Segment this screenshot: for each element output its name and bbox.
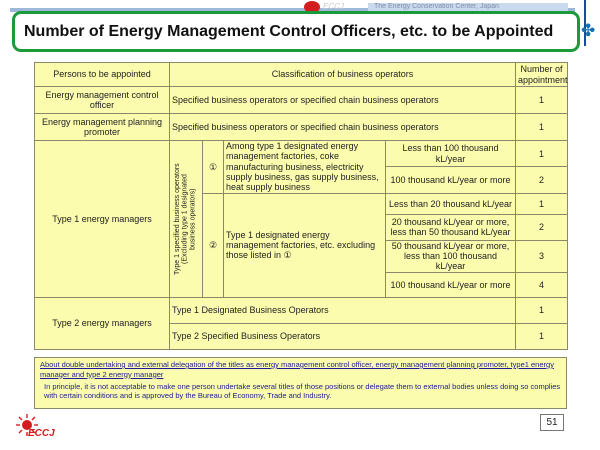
note-box — [34, 357, 567, 409]
type1-vertical-label: Type 1 specified business operators (Excluding type 1 designated business operators) — [174, 163, 197, 275]
number-emco: 1 — [516, 87, 568, 114]
header-classification: Classification of business operators — [170, 63, 516, 87]
header-number: Number of appointment — [516, 63, 568, 87]
group-1-description: Among type 1 designated energy management factories, coke manufacturing business, electricity supply business, gas supply business, heat supply business — [224, 141, 386, 194]
group-2-mark: ② — [203, 193, 224, 297]
slide-title-box — [12, 11, 580, 52]
note-body: In principle, it is not acceptable to make one person undertake several titles of those positions or delegate them to external bodies unless doing so complies with certain conditions and is approved by the Bureau of Economy, Trade and Industry. — [44, 381, 561, 401]
type1-vertical-cell — [170, 141, 203, 298]
person-type2: Type 2 energy managers — [35, 297, 170, 349]
person-empp: Energy management planning promoter — [35, 114, 170, 141]
number-empp: 1 — [516, 114, 568, 141]
table-row — [35, 141, 568, 167]
table-header-row — [35, 63, 568, 87]
slide-title: Number of Energy Management Control Officers, etc. to be Appointed — [24, 22, 554, 40]
group-2-description: Type 1 designated energy management factories, etc. excluding those listed in ① — [224, 193, 386, 297]
page-number: 51 — [540, 414, 564, 431]
group-2-number-3: 3 — [516, 240, 568, 272]
group-1-mark: ① — [203, 141, 224, 194]
classification-emco: Specified business operators or specified chain business operators — [170, 87, 516, 114]
group-2-range-2: 20 thousand kL/year or more, less than 50 thousand kL/year — [386, 214, 516, 240]
table-row — [35, 297, 568, 323]
group-2-range-4: 100 thousand kL/year or more — [386, 272, 516, 297]
classification-type2-1: Type 1 Designated Business Operators — [170, 297, 516, 323]
table-row — [35, 87, 568, 114]
group-2-range-3: 50 thousand kL/year or more, less than 100 thousand kL/year — [386, 240, 516, 272]
top-logo-text: ECCJ — [323, 2, 344, 11]
group-2-range-1: Less than 20 thousand kL/year — [386, 193, 516, 214]
header-tagline: The Energy Conservation Center, Japan — [368, 3, 568, 13]
group-2-number-1: 1 — [516, 193, 568, 214]
note-title: About double undertaking and external delegation of the titles as energy management control officer, energy management planning promoter, type1 energy manager and type 2 energy manager — [40, 360, 554, 379]
header-persons: Persons to be appointed — [35, 63, 170, 87]
classification-type2-2: Type 2 Specified Business Operators — [170, 323, 516, 349]
group-1-range-1: Less than 100 thousand kL/year — [386, 141, 516, 167]
table-row — [35, 114, 568, 141]
person-emco: Energy management control officer — [35, 87, 170, 114]
number-type2-1: 1 — [516, 297, 568, 323]
classification-empp: Specified business operators or specified chain business operators — [170, 114, 516, 141]
clover-icon: ✤ — [581, 21, 596, 40]
group-2-number-4: 4 — [516, 272, 568, 297]
group-1-number-1: 1 — [516, 141, 568, 167]
appointment-table — [34, 62, 568, 350]
group-2-number-2: 2 — [516, 214, 568, 240]
group-1-number-2: 2 — [516, 167, 568, 193]
number-type2-2: 1 — [516, 323, 568, 349]
group-1-range-2: 100 thousand kL/year or more — [386, 167, 516, 193]
person-type1: Type 1 energy managers — [35, 141, 170, 298]
footer-logo-text: ECCJ — [28, 428, 55, 439]
